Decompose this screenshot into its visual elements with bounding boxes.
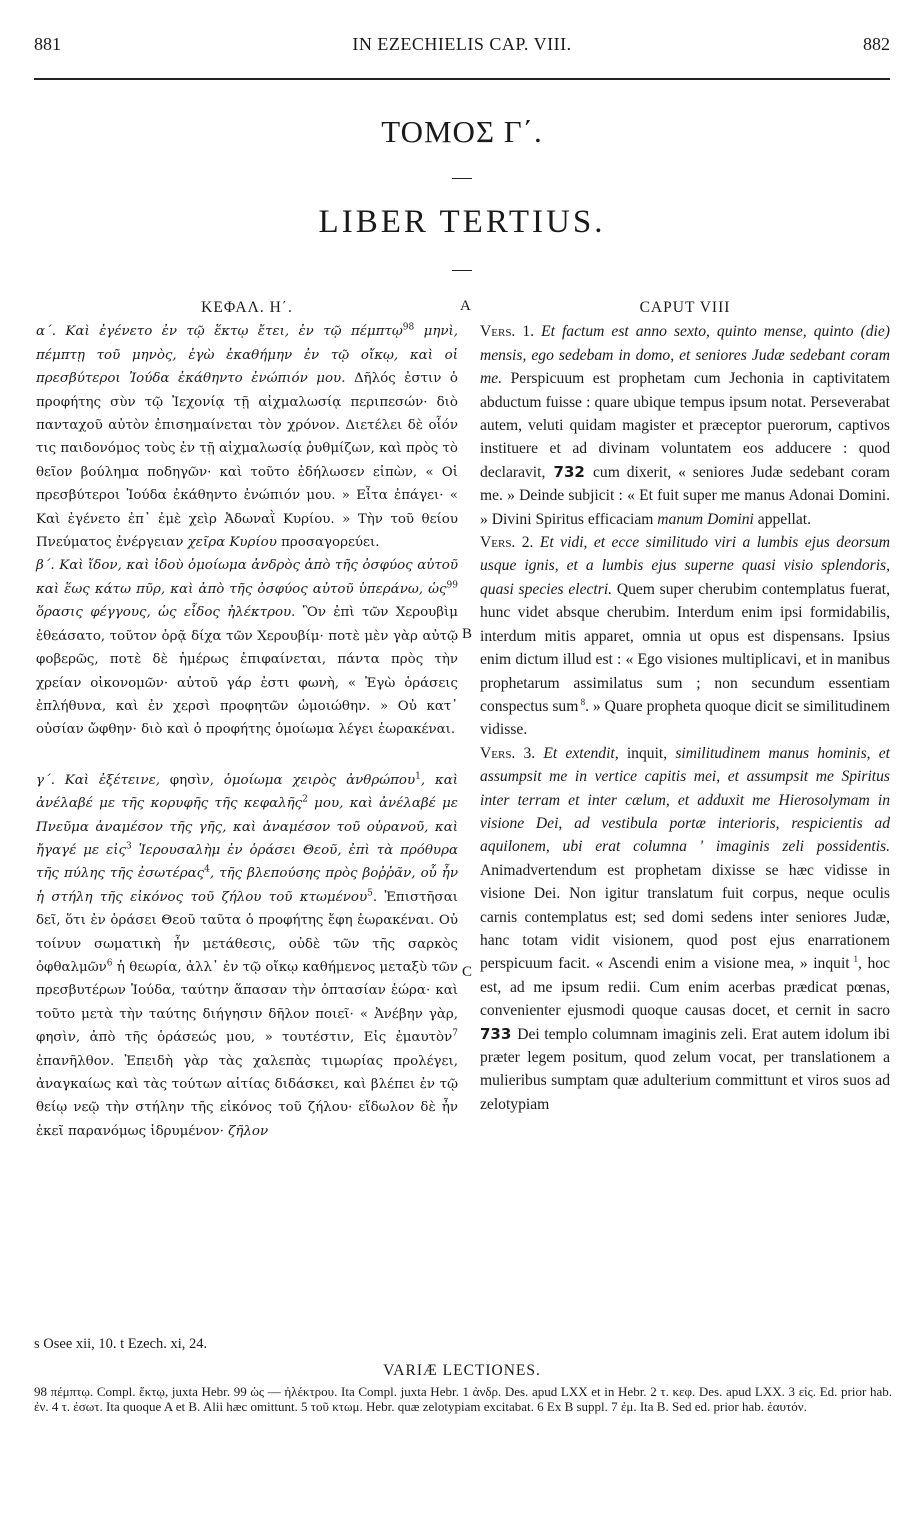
variant-ref: 3: [126, 841, 132, 852]
commentary-italic: ζῆλον: [223, 1123, 269, 1139]
commentary: ἡ θεωρία, ἀλλ᾿ ἐν τῷ οἴκῳ καθήμενος μεταξὺ τῶν πρεσβυτέρων Ἰούδα, ταύτην ἅπασαν τὴν ὀπτασίαν ἑώρα· καὶ τοῦτο μετὰ τὴν ταύτης διήγησιν δῆλον ποιεῖ· « Ἀνέβην γὰρ, φησὶν, ἀπὸ τῆς ὁράσεώς μου, » τουτέστιν, Εἰς ἐμαυτὸν: [36, 959, 458, 1046]
commentary-italic: χεῖρα Κυρίου: [183, 535, 277, 551]
liber-heading: LIBER TERTIUS.: [318, 204, 606, 240]
commentary: Quem super cherubim contemplatus fuerat, hunc videt absque cherubim. Interdum enim ipsi formidabilis, interdum mitis apparet, omnia ut opus est dispensans. Ipsius enim dictum illud est : « Ego visiones multiplicavi, et in manibus prophetarum assimilatus sum ; non secundum essentiam conspectus sum: [480, 580, 890, 715]
latin-verse-2: [480, 531, 890, 742]
header-rule: [34, 78, 890, 80]
variant-ref: 7: [452, 1028, 458, 1039]
lemma: Καὶ ἐγένετο ἐν τῷ ἕκτῳ ἔτει, ἐν τῷ πέμπτῳ: [56, 324, 403, 340]
migne-column-number: 733: [480, 1024, 518, 1043]
commentary: Δῆλός ἐστιν ὁ προφήτης σὺν τῷ Ἰεχονίᾳ τῇ αἰχμαλωσίᾳ περιπεσών· διὸ πανταχοῦ αὐτὸν ἐπισημαίνεται τὸν χρόνον. Διετέλει δὲ οἷόν τις παιδονόμος τοὺς ἐν τῇ αἰχμαλωσίᾳ ῥυθμίζων, καὶ πρὸς τὸ θεῖον βούλημα ποδηγῶν· καὶ τοῦτο ἐδήλωσεν εἰπὼν, « Οἱ πρεσβύτεροι Ἰούδα ἐκάθηντο ἐνώπιόν μου. » Εἶτα ἐπάγει· « Καὶ ἐγένετο ἐπ᾿ ἐμὲ χεὶρ Ἀδωναῒ Κυρίου. » Τὴν τοῦ θείου Πνεύματος ἐνέργειαν: [36, 371, 458, 551]
lemma: μηνὶ, πέμπτῃ τοῦ μηνὸς, ἐγὼ ἐκαθήμην ἐν τῷ οἴκῳ, καὶ οἱ πρεσβύτεροι Ἰούδα ἐκάθηντο ἐνώπιόν μου.: [36, 324, 458, 387]
footnote-ref: 1: [849, 954, 859, 965]
latin-verse-3: [480, 742, 890, 1117]
lemma: Et extendit,: [535, 744, 619, 762]
commentary: φησὶν,: [160, 772, 214, 788]
verse-label: Vers. 2.: [480, 534, 534, 552]
commentary: , hoc est, ad me ipsum redii. Cum enim acerbas prædicat pœnas, convenienter ejusmodi quoque causas docet, et cernit in sacro: [480, 955, 891, 1020]
latin-chapter-heading: CAPUT VIII: [639, 299, 731, 316]
commentary: Animadvertendum est prophetam dixisse se hæc vidisse in visione Dei. Non igitur translatum fuit corpus, neque oculis carnis contemplatus est; sed domi sedens inter seniores Judæ, hanc totam vidit visionem, quod post ejus enarrationem perspicuum facit. « Ascendi enim a visione mea, » inquit: [480, 861, 890, 973]
running-header: [34, 34, 890, 58]
greek-verse-1: [36, 320, 458, 554]
greek-verse-3: [36, 769, 458, 1144]
lemma: Ἱερουσαλὴμ ἐν ὁράσει Θεοῦ, ἐπὶ τὰ πρόθυρα τῆς πύλης τῆς ἐσωτέρας: [36, 842, 458, 882]
variae-lectiones-heading: VARIÆ LECTIONES.: [383, 1362, 541, 1379]
lemma: , τῆς βλεπούσης πρὸς βοῤῥᾶν, οὗ ἦν ἡ στήλη τῆς εἰκόνος τοῦ ζήλου τοῦ κτωμένου: [36, 866, 458, 905]
footnotes: s Osee xii, 10. t Ezech. xi, 24.: [34, 1336, 208, 1352]
lemma: , καὶ ἀνέλαβέ με τῆς κορυφῆς τῆς κεφαλῆς: [36, 772, 458, 812]
margin-letter-a: A: [460, 298, 471, 314]
commentary: προσαγορεύει.: [276, 535, 380, 551]
latin-column: [480, 296, 890, 1116]
tomos-heading: ΤΟΜΟΣ Γ΄.: [381, 114, 543, 149]
title-divider: [452, 270, 472, 271]
lemma: μου, καὶ ἀνέλαβέ με Πνεῦμα ἀναμέσον τῆς γῆς, καὶ ἀναμέσον τοῦ οὐρανοῦ, καὶ ἤγαγέ με εἰς: [36, 796, 458, 858]
variant-ref: 5: [367, 888, 373, 899]
margin-letter-c: C: [462, 964, 473, 980]
verse-label: Vers. 3.: [480, 744, 536, 762]
lemma: .: [372, 889, 378, 905]
lemma: ὅρασις φέγγους, ὡς εἶδος ἠλέκτρου.: [36, 605, 296, 621]
page-number-right: 882: [863, 34, 890, 54]
commentary: Ὃν ἐπὶ τῶν Χερουβὶμ ἐθεάσατο, τοῦτον ὁρᾷ δίχα τῶν Χερουβίμ· ποτὲ μὲν γὰρ αὐτῷ φοβερῶς, ποτὲ δὲ ἡμέρως ἐπιφαίνεται, πάντα πρὸς τὴν χρείαν οἰκονομῶν· αὐτοῦ γάρ ἐστι φωνὴ, « Ἐγὼ ὁράσεις ἐπλήθυνα, καὶ ἐν χερσὶ προφητῶν ὡμοιώθην. » Οὐ κατ᾿ οὐσίαν ὤφθην· διὸ καὶ ὁ προφήτης ὁμοίωμα λέγει ἑωρακέναι.: [36, 605, 458, 738]
margin-letter-b: B: [462, 626, 473, 642]
variant-ref: 4: [204, 864, 210, 875]
commentary: Dei templo columnam imaginis zeli. Erat autem idolum ibi præter legem positum, quod zelum vocat, per translationem a mulieribus sumptam quæ adulterium committunt et viros suos ad zelotypiam: [480, 1025, 890, 1113]
commentary: Ἐπιστῆσαι δεῖ, ὅτι ἐν ὁράσει Θεοῦ ταῦτα ὁ προφήτης ἔφη ἑωρακέναι. Οὐ τοίνυν σωματικὴ ἦν μετάθεσις, οὐδὲ τῶν τῆς σαρκὸς ὀφθαλμῶν: [36, 889, 458, 975]
lemma: Καὶ ἴδον, καὶ ἰδοὺ ὁμοίωμα ἀνδρὸς ἀπὸ τῆς ὀσφύος αὐτοῦ καὶ ἕως κάτω πῦρ, καὶ ἀπὸ τῆς ὀσφύος αὐτοῦ ὑπεράνω, ὡς: [36, 558, 458, 597]
page-number-left: 881: [34, 34, 61, 54]
lemma: Καὶ ἐξέτεινε,: [54, 772, 161, 788]
greek-column: [36, 296, 458, 1143]
lemma: ὁμοίωμα χειρὸς ἀνθρώπου: [214, 772, 416, 788]
variae-lectiones-text: 98 πέμπτῳ. Compl. ἕκτῳ, juxta Hebr. 99 ὡς — ἠλέκτρου. Ita Compl. juxta Hebr. 1 ἀνδρ. Des. apud LXX et in Hebr. 2 τ. κεφ. Des. apud LXX. 3 εἰς. Ed. prior hab. ἐν. 4 τ. ἐσωτ. Ita quoque A et B. Alii hæc omittunt. 5 τοῦ κτωμ. Hebr. quæ zelotypiam excitabat. 6 Ex B suppl. 7 ἐμ. Ita B. Sed ed. prior hab. ἑαυτόν.: [34, 1384, 892, 1414]
commentary: ἐπανῆλθον. Ἐπειδὴ γὰρ τὰς χαλεπὰς τιμωρίας προλέγει, ἀναγκαίως καὶ τὰς τούτων αἰτίας διδάσκει, καὶ βλέπει ἐν τῷ θείῳ νεῷ τὴν στήλην τῆς εἰκόνος τοῦ ζήλου· εἴδωλον δὲ ἦν ἐκεῖ παρανόμως ἱδρυμένον·: [36, 1053, 458, 1139]
footnote-ref: 8: [578, 696, 586, 707]
commentary: Perspicuum est prophetam cum Jechonia in captivitatem abductum fuisse : quare ubique tempus ipsum notat. Perseverabat autem, veluti quidam magister et præceptor puerorum, captivos instituere et ad divinam voluntatem eos adducere : quod declaravit,: [480, 370, 890, 481]
lemma: Et factum est anno sexto, quinto mense, quinto (die) mensis, ego sedebam in domo, et seniores Judæ sedebant coram me.: [480, 323, 891, 388]
commentary: appellat.: [753, 510, 812, 528]
verse-label: Vers. 1.: [480, 323, 535, 341]
commentary: . » Quare propheta quoque dicit se similitudinem vidisse.: [480, 697, 890, 739]
greek-verse-2: [36, 554, 458, 741]
lemma: similitudinem manus hominis, et assumpsit me in vertice capitis mei, et assumpsit me Spiritus inter terram et inter cælum, et adduxit me Hierosolymam in visione Dei, ad vestibula portæ interioris, respicientis ad aquilonem, ubi erat columna ' imaginis zeli possidentis.: [480, 744, 890, 856]
latin-verse-1: [480, 320, 890, 531]
greek-chapter-heading: ΚΕΦΑΛ. Η΄.: [201, 299, 293, 316]
commentary: inquit,: [618, 744, 668, 762]
variant-ref: 2: [302, 794, 308, 805]
verse-number: γ΄.: [36, 772, 55, 788]
variant-ref: 99: [446, 580, 458, 591]
title-divider: [452, 178, 472, 179]
commentary-italic: manum Domini: [653, 510, 754, 528]
variant-ref: 98: [402, 322, 415, 333]
lemma: Et vidi, et ecce similitudo viri a lumbis ejus deorsum usque ignis, et a lumbis ejus superne quasi visio splendoris, quasi species electri.: [480, 534, 890, 598]
verse-number: α΄.: [36, 324, 56, 340]
running-title: IN EZECHIELIS CAP. VIII.: [352, 34, 572, 54]
verse-number: β΄.: [36, 558, 55, 574]
commentary: cum dixerit, « seniores Judæ sedebant coram me. » Deinde subjicit : « Et fuit super me manus Adonai Domini. » Divini Spiritus efficaciam: [480, 463, 890, 528]
variant-ref: 6: [106, 958, 113, 969]
migne-column-number: 732: [545, 462, 594, 481]
variant-ref: 1: [415, 771, 421, 782]
